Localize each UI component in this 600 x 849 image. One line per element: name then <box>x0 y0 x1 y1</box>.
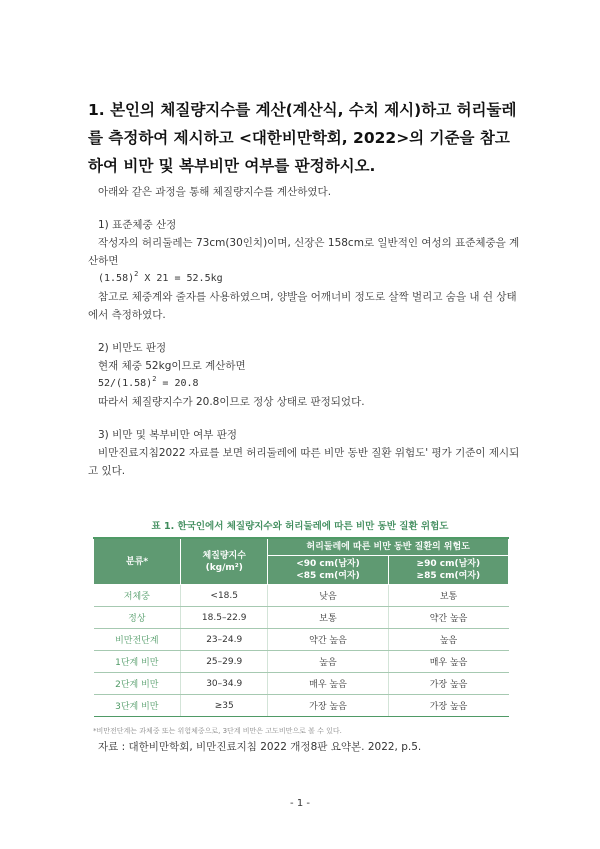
step2-heading: 2) 비만도 판정 <box>98 342 167 354</box>
step1-formula: $(1.58)^2$ X 21 = 52.5kg <box>98 270 223 284</box>
row-risk-high: 매우 높음 <box>388 651 508 673</box>
row-bmi: 30–34.9 <box>181 673 268 695</box>
table-row <box>94 607 509 629</box>
row-bmi: 25–29.9 <box>181 651 268 673</box>
question-title: 1. 본인의 체질량지수를 계산(계산식, 수치 제시)하고 허리둘레를 측정하여 제시하고 <대한비만학회, 2022>의 기준을 참고하여 비만 및 복부비만 여부를 판정하시오. <box>88 101 517 175</box>
step2-text: 현재 체중 52kg이므로 계산하면 <box>98 360 246 372</box>
row-bmi: 23–24.9 <box>181 629 268 651</box>
header-waist-high: ≥90 cm(남자) ≥85 cm(여자) <box>388 556 508 585</box>
body-content <box>88 183 524 480</box>
row-risk-low: 보통 <box>268 607 388 629</box>
step3-text: 비만진료지침2022 자료를 보면 허리둘레에 따른 비만 동반 질환 위험도' 평가 기준이 제시되고 있다. <box>88 447 520 477</box>
row-bmi: ≥35 <box>181 695 268 717</box>
row-risk-high: 가장 높음 <box>388 695 508 717</box>
table-footnote: *비만전단계는 과체중 또는 위험체중으로, 3단계 비만은 고도비만으로 볼 수 있다. <box>93 727 342 735</box>
row-category: 비만전단계 <box>94 629 181 651</box>
row-category: 2단계 비만 <box>94 673 181 695</box>
header-waist-low: <90 cm(남자) <85 cm(여자) <box>268 556 388 585</box>
row-risk-high: 보통 <box>388 585 508 607</box>
row-risk-low: 가장 높음 <box>268 695 388 717</box>
table-caption: 표 1. 한국인에서 체질량지수와 허리둘레에 따른 비만 동반 질환 위험도 <box>151 521 449 532</box>
row-risk-high: 가장 높음 <box>388 673 508 695</box>
row-category: 1단계 비만 <box>94 651 181 673</box>
row-risk-high: 높음 <box>388 629 508 651</box>
table-row <box>94 585 509 607</box>
step2-conclusion: 따라서 체질량지수가 20.8이므로 정상 상태로 판정되었다. <box>98 396 365 408</box>
row-risk-low: 낮음 <box>268 585 388 607</box>
row-risk-low: 약간 높음 <box>268 629 388 651</box>
header-risk-group: 허리둘레에 따른 비만 동반 질환의 위험도 <box>268 538 509 556</box>
table-row <box>94 695 509 717</box>
table-row <box>94 629 509 651</box>
table-row <box>94 673 509 695</box>
row-bmi: <18.5 <box>181 585 268 607</box>
row-risk-low: 매우 높음 <box>268 673 388 695</box>
step1-note: 참고로 체중계와 줄자를 사용하였으며, 양발을 어깨너비 정도로 살짝 벌리고 숨을 내 쉰 상태에서 측정하였다. <box>88 291 517 321</box>
row-category: 저체중 <box>94 585 181 607</box>
step2-formula: $52/(1.58)^2 = 20.8$ <box>98 375 199 389</box>
bmi-risk-table <box>93 537 509 717</box>
page-number: - 1 - <box>290 798 310 809</box>
row-risk-high: 약간 높음 <box>388 607 508 629</box>
row-risk-low: 높음 <box>268 651 388 673</box>
step3-heading: 3) 비만 및 복부비만 여부 판정 <box>98 429 238 441</box>
intro-text: 아래와 같은 과정을 통해 체질량지수를 계산하였다. <box>98 186 332 198</box>
table-row <box>94 651 509 673</box>
row-bmi: 18.5–22.9 <box>181 607 268 629</box>
step1-text: 작성자의 허리둘레는 73cm(30인치)이며, 신장은 158cm로 일반적인 여성의 표준체중을 계산하면 <box>88 237 520 267</box>
row-category: 정상 <box>94 607 181 629</box>
step1-heading: 1) 표준체중 산정 <box>98 219 177 231</box>
source-citation: 자료 : 대한비만학회, 비만진료지침 2022 개정8판 요약본. 2022, p.5. <box>98 741 422 753</box>
row-category: 3단계 비만 <box>94 695 181 717</box>
header-category: 분류* <box>94 538 181 585</box>
header-bmi: 체질량지수 (kg/m²) <box>181 538 268 585</box>
